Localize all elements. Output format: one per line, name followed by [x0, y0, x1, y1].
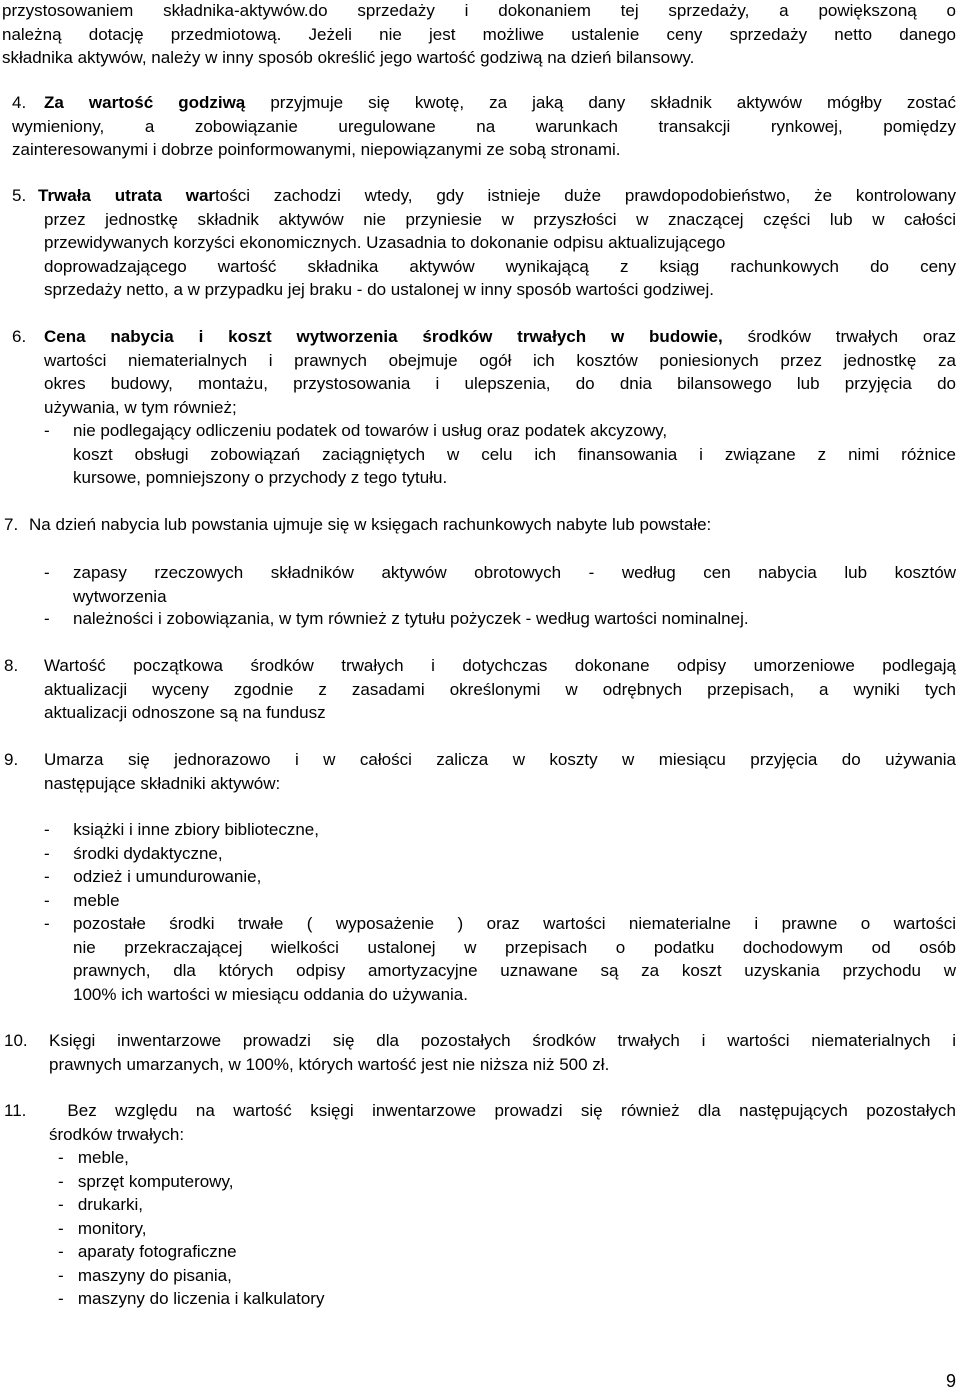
list-item: - meble — [44, 890, 120, 910]
list-item: - środki dydaktyczne, — [44, 843, 223, 863]
paragraph-4-cont — [12, 115, 956, 162]
item-number: 6. — [12, 327, 27, 346]
list-item: - sprzęt komputerowy, — [58, 1171, 234, 1191]
paragraph-9-last-item — [73, 912, 956, 1006]
list-item: zapasy rzeczowych składników aktywów obrotowych - według cen nabycia lub kosztów — [73, 563, 956, 582]
text-line: doprowadzającego wartość składnika aktywów wynikającą z ksiąg rachunkowych do ceny — [44, 256, 956, 276]
list-item: - aparaty fotograficzne — [58, 1242, 237, 1261]
intro-paragraph — [2, 0, 956, 70]
text-line: Cena nabycia i koszt wytworzenia środków trwałych w budowie, środków trwałych oraz — [44, 327, 956, 346]
list-item: - odzież i umundurowanie, — [44, 867, 262, 886]
text-line: przez jednostkę składnik aktywów nie przyniesie w przyszłości w znaczącej części lub w całości — [44, 209, 956, 229]
item-number: 11. — [4, 1101, 27, 1120]
text-line: używania, w tym również; — [44, 397, 237, 417]
bold-term: Cena nabycia i koszt wytworzenia środków trwałych w budowie, — [44, 327, 723, 346]
text-line: Trwała utrata wartości zachodzi wtedy, gdy istnieje duże prawdopodobieństwo, że kontrolowany — [38, 186, 956, 205]
paragraph-4 — [44, 91, 956, 115]
bold-term: Za wartość godziwą — [44, 93, 246, 112]
list-item: - maszyny do pisania, — [58, 1265, 232, 1285]
text-line: aktualizacji wyceny zgodnie z zasadami określonymi w odrębnych przepisach, a wyniki tych — [44, 679, 956, 699]
paragraph-6-list — [73, 419, 956, 490]
text-line: prawnych, dla których odpisy amortyzacyjne uznawane są za koszt uzyskania przychodu w — [73, 961, 956, 980]
text-line: wartości niematerialnych i prawnych obejmuje ogół ich kosztów poniesionych przez jednostkę za — [44, 350, 956, 370]
paragraph-8 — [44, 654, 956, 725]
list-dash: - — [44, 421, 50, 440]
paragraph-9-list — [44, 818, 956, 912]
text-line: Księgi inwentarzowe prowadzi się dla pozostałych środków trwałych i wartości niematerialnych i — [49, 1031, 956, 1050]
paragraph-7-item-2 — [73, 607, 956, 631]
paragraph-11-list — [58, 1146, 956, 1311]
text-line: składnika aktywów, należy w inny sposób określić jego wartość godziwą na dzień bilansowy. — [2, 48, 695, 67]
text-line: Bez względu na wartość księgi inwentarzowe prowadzi się również dla następujących pozostałych — [67, 1101, 956, 1120]
paragraph-5-cont — [44, 208, 956, 302]
item-number: 4. — [12, 93, 27, 112]
text-line: 100% ich wartości w miesiącu oddania do używania. — [73, 984, 468, 1004]
text-line: należną dotację przedmiotową. Jeżeli nie jest możliwe ustalenie ceny sprzedaży netto danego — [2, 24, 956, 44]
list-item: nie podlegający odliczeniu podatek od towarów i usług oraz podatek akcyzowy, — [73, 421, 668, 440]
paragraph-11 — [49, 1099, 956, 1146]
text-line: okres budowy, montażu, przystosowania i ulepszenia, do dnia bilansowego lub przyjęcia do — [44, 374, 956, 393]
item-number: 10. — [4, 1031, 28, 1050]
paragraph-5 — [38, 184, 956, 208]
text-line: środków trwałych: — [49, 1124, 185, 1144]
list-item: - maszyny do liczenia i kalkulatory — [58, 1289, 325, 1308]
list-item: - drukarki, — [58, 1195, 144, 1214]
paragraph-10 — [49, 1029, 956, 1076]
text-line: przewidywanych korzyści ekonomicznych. Uzasadnia to dokonanie odpisu aktualizującego — [44, 233, 726, 252]
paragraph-6 — [44, 325, 956, 419]
list-item: - książki i inne zbiory biblioteczne, — [44, 820, 319, 839]
text-line: następujące składniki aktywów: — [44, 773, 281, 793]
text-line: koszt obsługi zobowiązań zaciągniętych w celu ich finansowania i związane z nimi różnice — [73, 444, 956, 464]
item-number: 7. — [4, 515, 19, 534]
paragraph-7-item-1 — [73, 561, 956, 608]
text-line: Umarza się jednorazowo i w całości zalicza w koszty w miesiącu przyjęcia do używania — [44, 750, 956, 769]
list-item: - meble, — [58, 1148, 129, 1167]
bold-term: Trwała utrata war — [38, 186, 216, 205]
text-line: Za wartość godziwą przyjmuje się kwotę, za jaką dany składnik aktywów mógłby zostać — [44, 93, 956, 112]
text-line: aktualizacji odnoszone są na fundusz — [44, 703, 326, 722]
paragraph-7 — [29, 513, 956, 537]
text-line: prawnych umarzanych, w 100%, których wartość jest nie niższa niż 500 zł. — [49, 1054, 610, 1074]
list-item: pozostałe środki trwałe ( wyposażenie ) oraz wartości niematerialne i prawne o wartości — [73, 914, 956, 933]
item-number: 9. — [4, 750, 19, 769]
text-line: nie przekraczającej wielkości ustalonej w przepisach o podatku dochodowym od osób — [73, 937, 956, 957]
text-line: przystosowaniem składnika-aktywów.do sprzedaży i dokonaniem tej sprzedaży, a powiększoną o — [2, 1, 956, 20]
text-line: Wartość początkowa środków trwałych i dotychczas dokonane odpisy umorzeniowe podlegają — [44, 656, 956, 675]
text-line: kursowe, pomniejszony o przychody z tego tytułu. — [73, 468, 448, 487]
text-line: sprzedaży netto, a w przypadku jej braku - do ustalonej w inny sposób wartości godziwej. — [44, 280, 714, 299]
paragraph-9 — [44, 748, 956, 795]
page-number: 9 — [945, 1371, 956, 1391]
text-line: wytworzenia — [73, 586, 167, 606]
text-line: wymieniony, a zobowiązanie uregulowane na warunkach transakcji rynkowej, pomiędzy — [12, 116, 956, 136]
item-number: 5. — [12, 186, 27, 205]
list-dash: - — [44, 914, 50, 933]
text-line: zainteresowanymi i dobrze poinformowanymi, niepowiązanymi ze sobą stronami. — [12, 140, 621, 159]
list-dash: - — [44, 609, 50, 628]
list-item: należności i zobowiązania, w tym również z tytułu pożyczek - według wartości nominalnej. — [73, 609, 749, 628]
text-line: Na dzień nabycia lub powstania ujmuje się w księgach rachunkowych nabyte lub powstałe: — [29, 515, 712, 534]
list-dash: - — [44, 563, 50, 582]
item-number: 8. — [4, 656, 19, 675]
list-item: - monitory, — [58, 1218, 147, 1238]
